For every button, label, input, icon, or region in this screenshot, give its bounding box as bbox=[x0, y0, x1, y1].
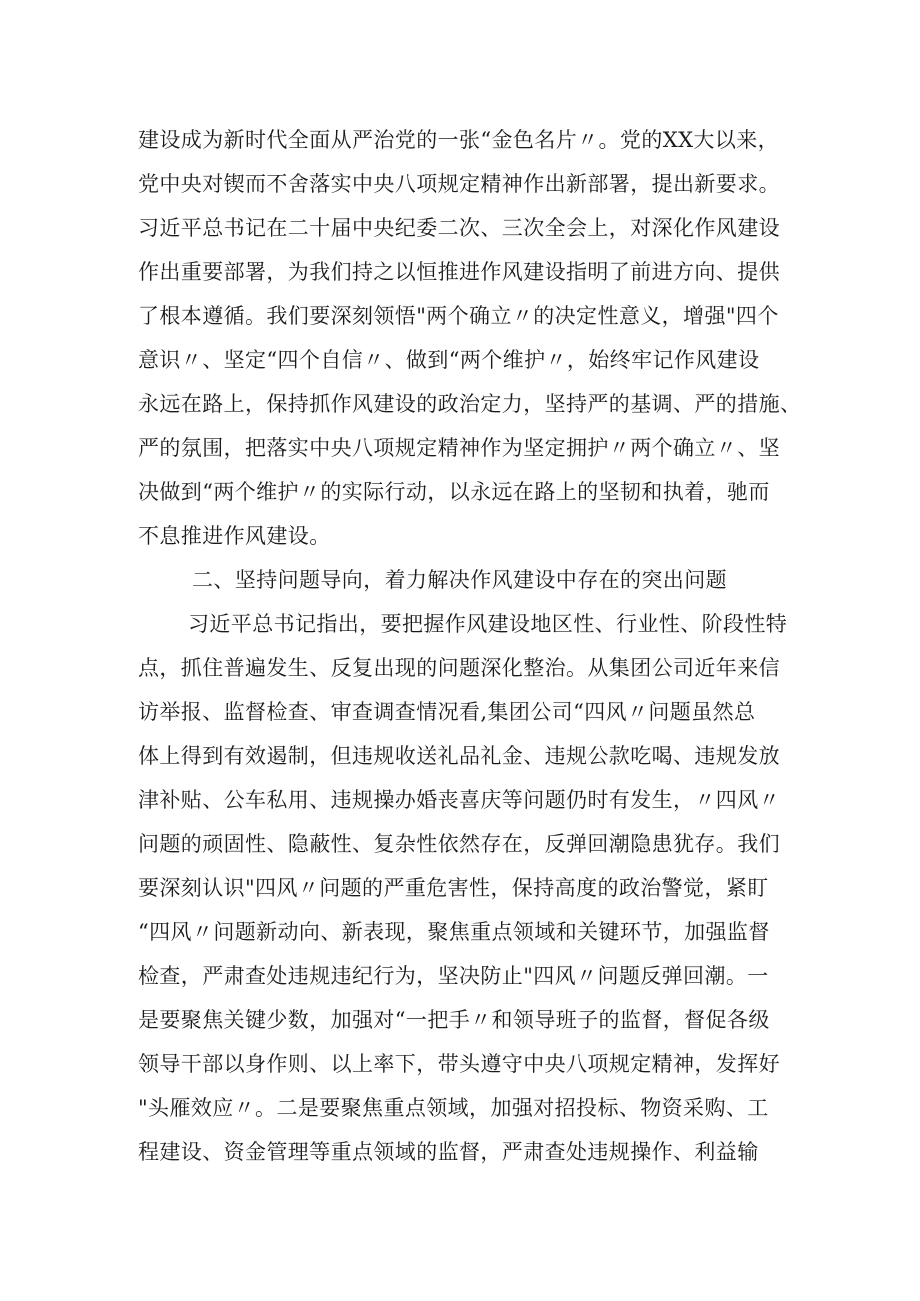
text-line: 访举报、监督检查、审查调查情况看,集团公司“四风〃问题虽然总 bbox=[138, 700, 756, 724]
text-line: 体上得到有效遏制，但违规收送礼品礼金、违规公款吃喝、违规发放 bbox=[138, 744, 780, 768]
text-line: 作出重要部署，为我们持之以恒推进作风建设指明了前进方向、提供 bbox=[138, 260, 780, 284]
paragraph-first-line: 习近平总书记指出，要把握作风建设地区性、行业性、阶段性特 bbox=[188, 612, 788, 636]
text-line: 是要聚焦关键少数，加强对“一把手〃和领导班子的监督，督促各级 bbox=[138, 1008, 770, 1032]
text-line: 决做到“两个维护〃的实际行动，以永远在路上的坚韧和执着，驰而 bbox=[138, 480, 770, 504]
body-text bbox=[138, 118, 802, 1174]
text-line: 要深刻认识"四风〃问题的严重危害性，保持高度的政治警觉，紧盯 bbox=[138, 876, 769, 900]
text-line: 严的氛围，把落实中央八项规定精神作为坚定拥护〃两个确立〃、坚 bbox=[138, 436, 780, 460]
text-line: 领导干部以身作则、以上率下，带头遵守中央八项规定精神，发挥好 bbox=[138, 1052, 780, 1076]
text-line: 问题的顽固性、隐蔽性、复杂性依然存在，反弹回潮隐患犹存。我们 bbox=[138, 832, 780, 856]
text-line: “四风〃问题新动向、新表现，聚焦重点领域和关键环节，加强监督 bbox=[138, 920, 770, 944]
text-line: 不息推进作风建设。 bbox=[138, 524, 331, 548]
text-line: 习近平总书记在二十届中央纪委二次、三次全会上，对深化作风建设 bbox=[138, 216, 780, 240]
text-line: 永远在路上，保持抓作风建设的政治定力，坚持严的基调、严的措施、 bbox=[138, 392, 802, 416]
text-line: 检查，严肃查处违规违纪行为，坚决防止"四风〃问题反弹回潮。一 bbox=[138, 964, 769, 988]
text-line: 了根本遵循。我们要深刻领悟"两个确立〃的决定性意义，增强"四个 bbox=[138, 304, 779, 328]
text-line: "头雁效应〃。二是要聚焦重点领域，加强对招投标、物资采购、工 bbox=[138, 1096, 769, 1120]
text-line: 点，抓住普遍发生、反复出现的问题深化整治。从集团公司近年来信 bbox=[138, 656, 780, 680]
text-line: 津补贴、公车私用、违规操办婚丧喜庆等问题仍时有发生，〃四风〃 bbox=[138, 788, 780, 812]
text-line: 党中央对锲而不舍落实中央八项规定精神作出新部署，提出新要求。 bbox=[138, 172, 780, 196]
section-heading: 二、坚持问题导向，着力解决作风建设中存在的突出问题 bbox=[192, 568, 727, 592]
text-line: 程建设、资金管理等重点领域的监督，严肃查处违规操作、利益输 bbox=[138, 1140, 759, 1164]
text-line: 意识〃、坚定“四个自信〃、做到“两个维护〃，始终牢记作风建设 bbox=[138, 348, 760, 372]
text-line: 建设成为新时代全面从严治党的一张“金色名片〃。党的XX大以来， bbox=[138, 128, 780, 152]
